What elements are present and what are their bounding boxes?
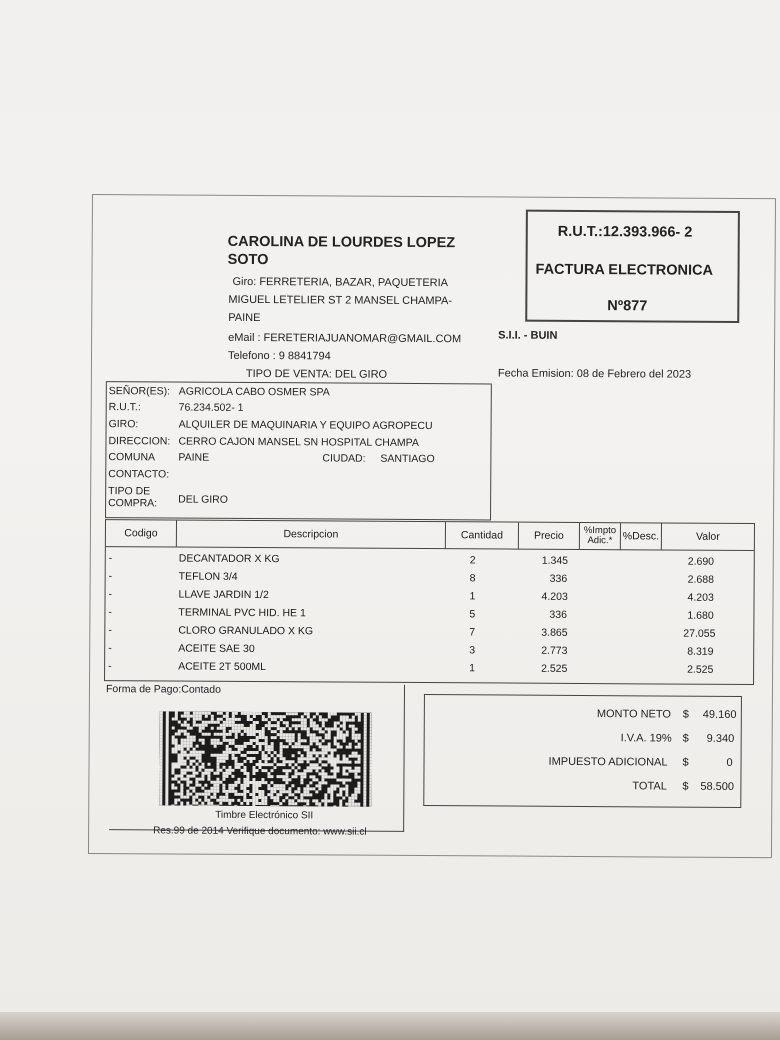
row-cantidad: 3 xyxy=(469,644,476,657)
row-valor: 2.525 xyxy=(687,663,714,676)
issuer-address-line1: MIGUEL LETELIER ST 2 MANSEL CHAMPA- xyxy=(228,293,453,308)
row-precio: 1.345 xyxy=(541,554,569,567)
issue-date: Fecha Emision: 08 de Febrero del 2023 xyxy=(497,367,692,381)
row-descripcion: ACEITE SAE 30 xyxy=(178,642,255,656)
client-direccion: CERRO CAJON MANSEL SN HOSPITAL CHAMPA xyxy=(178,435,419,450)
client-senor-label: SEÑOR(ES): xyxy=(108,385,171,398)
issuer-sale-type: TIPO DE VENTA: DEL GIRO xyxy=(245,367,388,381)
header-valor: Valor xyxy=(662,523,754,551)
client-rut-label: R.U.T.: xyxy=(108,401,141,414)
row-precio: 2.773 xyxy=(541,644,568,657)
client-senor: AGRICOLA CABO OSMER SPA xyxy=(178,385,330,399)
row-valor: 2.688 xyxy=(687,573,714,586)
row-descripcion: ACEITE 2T 500ML xyxy=(178,660,267,674)
barcode-graphic xyxy=(159,711,372,806)
header-impto-line1: %Impto xyxy=(583,525,617,537)
client-comuna-label: COMUNA xyxy=(108,451,156,464)
row-codigo: - xyxy=(108,570,113,583)
neto-currency: $ xyxy=(682,708,689,721)
issuer-name-line1: CAROLINA DE LOURDES LOPEZ xyxy=(227,233,456,252)
header-descripcion: Descripcion xyxy=(177,521,446,550)
issuer-name-line2: SOTO xyxy=(227,251,269,269)
issuer-giro: Giro: FERRETERIA, BAZAR, PAQUETERIA xyxy=(232,275,449,290)
row-cantidad: 8 xyxy=(469,572,476,585)
row-precio: 336 xyxy=(549,572,568,585)
row-precio: 336 xyxy=(549,608,568,621)
impuesto-value: 0 xyxy=(726,756,733,769)
row-descripcion: TERMINAL PVC HID. HE 1 xyxy=(178,606,306,620)
sii-office: S.I.I. - BUIN xyxy=(498,329,558,342)
row-codigo: - xyxy=(108,660,112,673)
pdf417-barcode xyxy=(159,711,372,806)
client-tipo-compra-label-1: TIPO DE xyxy=(108,485,151,498)
row-descripcion: LLAVE JARDIN 1/2 xyxy=(178,588,269,602)
impuesto-currency: $ xyxy=(682,756,689,769)
neto-value: 49.160 xyxy=(702,708,737,721)
payment-method: Forma de Pago:Contado xyxy=(105,683,222,696)
row-descripcion: TEFLON 3/4 xyxy=(178,570,238,583)
client-contacto-label: CONTACTO: xyxy=(108,468,170,481)
row-valor: 1.680 xyxy=(687,609,714,622)
row-codigo: - xyxy=(108,642,112,655)
header-impto-line2: Adic.* xyxy=(587,535,613,547)
row-valor: 8.319 xyxy=(687,645,714,658)
client-direccion-label: DIRECCION: xyxy=(108,435,171,448)
row-cantidad: 2 xyxy=(469,554,476,567)
iva-value: 9.340 xyxy=(706,732,735,745)
client-box xyxy=(105,381,492,520)
neto-label: MONTO NETO xyxy=(596,708,672,721)
row-descripcion: DECANTADOR X KG xyxy=(178,552,280,566)
row-precio: 3.865 xyxy=(541,626,568,639)
total-currency: $ xyxy=(682,780,689,793)
client-rut: 76.234.502- 1 xyxy=(178,401,244,414)
issuer-rut: R.U.T.:12.393.966- 2 xyxy=(557,223,693,241)
invoice-document xyxy=(88,194,776,858)
row-codigo: - xyxy=(108,624,112,637)
timbre-label: Timbre Electrónico SII xyxy=(215,809,314,822)
document-type: FACTURA ELECTRONICA xyxy=(535,261,714,279)
client-giro: ALQUILER DE MAQUINARIA Y EQUIPO AGROPECU xyxy=(178,418,433,433)
row-cantidad: 7 xyxy=(469,626,476,639)
row-precio: 4.203 xyxy=(541,590,568,603)
header-desc: %Desc. xyxy=(621,523,662,550)
header-cantidad: Cantidad xyxy=(446,522,519,549)
header-precio: Precio xyxy=(519,523,580,550)
total-label: TOTAL xyxy=(632,780,667,793)
impuesto-label: IMPUESTO ADICIONAL xyxy=(548,755,668,769)
row-codigo: - xyxy=(108,552,113,565)
items-table xyxy=(104,519,755,685)
totals-box xyxy=(423,694,742,808)
client-comuna: PAINE xyxy=(178,451,210,464)
desk-surface xyxy=(0,1012,780,1040)
table-row xyxy=(105,658,753,680)
row-valor: 4.203 xyxy=(687,591,714,604)
iva-label: I.V.A. 19% xyxy=(620,732,672,745)
iva-currency: $ xyxy=(682,732,689,745)
row-cantidad: 5 xyxy=(469,608,476,621)
total-value: 58.500 xyxy=(700,780,735,793)
row-cantidad: 1 xyxy=(469,590,476,603)
client-ciudad-label: CIUDAD: xyxy=(322,452,366,465)
row-valor: 2.690 xyxy=(687,555,715,568)
row-descripcion: CLORO GRANULADO X KG xyxy=(178,624,314,638)
client-tipo-compra-label-2: COMPRA: xyxy=(108,497,158,510)
row-codigo: - xyxy=(108,606,112,619)
client-tipo-compra: DEL GIRO xyxy=(178,493,228,506)
row-codigo: - xyxy=(108,588,113,601)
invoice-number: Nº877 xyxy=(607,298,648,315)
row-cantidad: 1 xyxy=(469,662,475,675)
row-valor: 27.055 xyxy=(683,627,716,640)
timbre-note: Res.99 de 2014 Verifique documento: www.sii.cl xyxy=(153,825,367,838)
rut-box xyxy=(525,210,740,323)
issuer-address-line2: PAINE xyxy=(228,311,261,325)
issuer-email: eMail : FERETERIAJUANOMAR@GMAIL.COM xyxy=(228,331,462,346)
header-impto xyxy=(580,523,621,550)
client-ciudad: SANTIAGO xyxy=(380,452,435,466)
row-precio: 2.525 xyxy=(541,662,568,675)
client-giro-label: GIRO: xyxy=(108,418,139,431)
issuer-phone: Telefono : 9 8841794 xyxy=(227,349,331,363)
header-codigo: Codigo xyxy=(106,520,177,547)
